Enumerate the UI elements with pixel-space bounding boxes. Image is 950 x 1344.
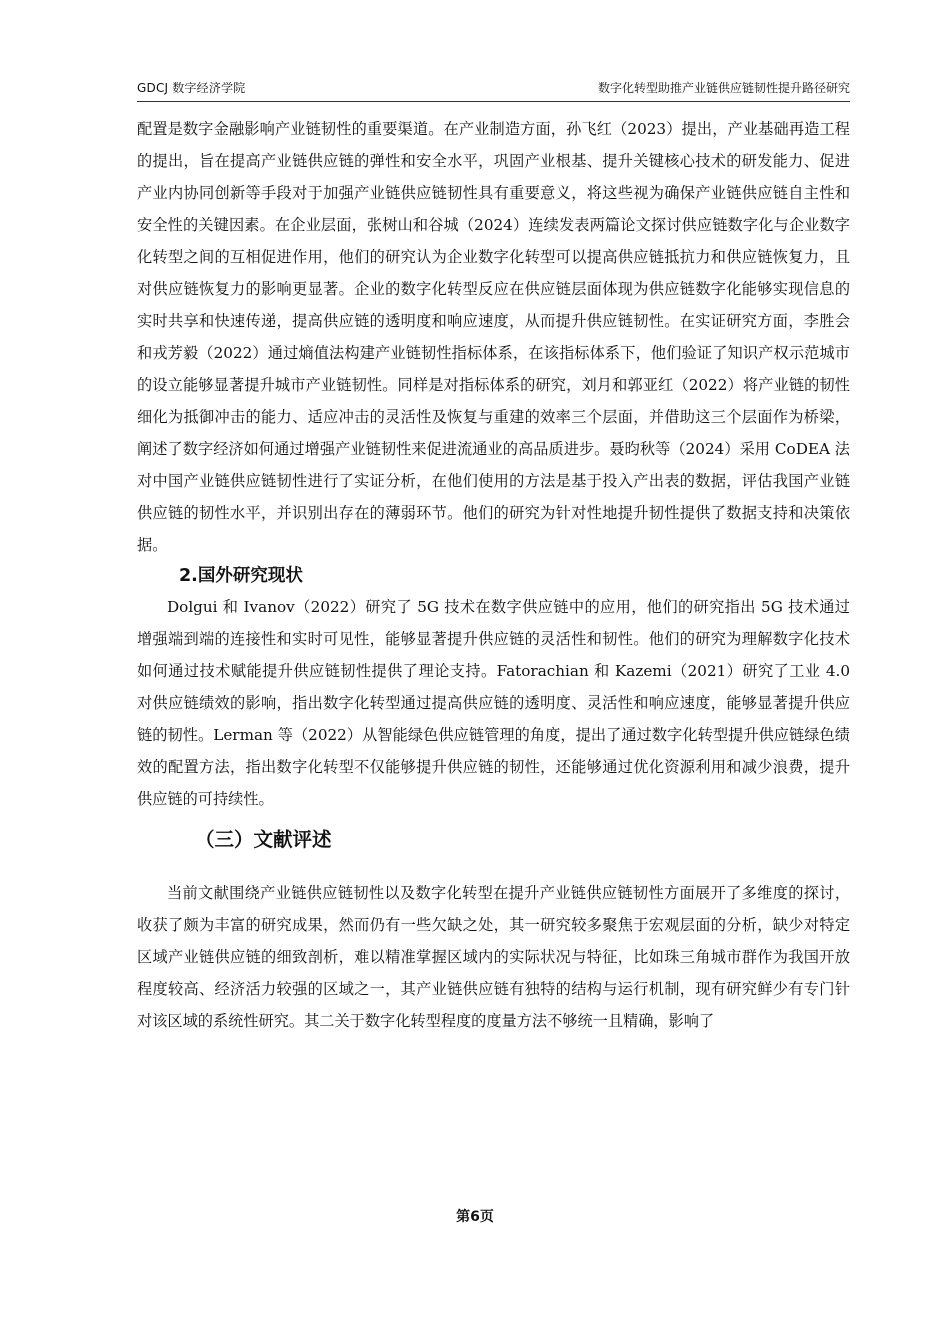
page-number: 第6页 xyxy=(456,1209,494,1225)
section-heading-foreign-research: 2.国外研究现状 xyxy=(179,566,303,586)
paragraph-foreign-research: Dolgui 和 Ivanov（2022）研究了 5G 技术在数字供应链中的应用，他们的研究指出 5G 技术通过增强端到端的连接性和实时可见性，能够显著提升供应链的灵活性和韧性。他们的研究为理解数字化技术如何通过技术赋能提升供应链韧性提供了理论支持。Fatorachian 和 Kazemi（2021）研究了工业 4.0 对供应链绩效的影响，指出数字化转型通过提高供应链的透明度、灵活性和响应速度，能够显著提升供应链的韧性。Lerman 等（2022）从智能绿色供应链管理的角度，提出了通过数字化转型提升供应链绿色绩效的配置方法，指出数字化转型不仅能够提升供应链的韧性，还能够通过优化资源利用和减少浪费，提升供应链的可持续性。 xyxy=(137,598,850,808)
header-divider xyxy=(137,101,850,102)
main-content xyxy=(137,113,850,1037)
header-institution: GDCJ 数字经济学院 xyxy=(137,81,246,95)
header-paper-title: 数字化转型助推产业链供应链韧性提升路径研究 xyxy=(597,81,850,95)
section-heading-literature-review: （三）文献评述 xyxy=(195,828,332,851)
paragraph-domestic-research: 配置是数字金融影响产业链韧性的重要渠道。在产业制造方面，孙飞红（2023）提出，产业基础再造工程的提出，旨在提高产业链供应链的弹性和安全水平，巩固产业根基、提升关键核心技术的研发能力、促进产业内协同创新等手段对于加强产业链供应链韧性具有重要意义，将这些视为确保产业链供应链自主性和安全性的关键因素。在企业层面，张树山和谷城（2024）连续发表两篇论文探讨供应链数字化与企业数字化转型之间的互相促进作用，他们的研究认为企业数字化转型可以提高供应链抵抗力和供应链恢复力，且对供应链恢复力的影响更显著。企业的数字化转型反应在供应链层面体现为供应链数字化能够实现信息的实时共享和快速传递，提高供应链的透明度和响应速度，从而提升供应链韧性。在实证研究方面，李胜会和戎芳毅（2022）通过熵值法构建产业链韧性指标体系，在该指标体系下，他们验证了知识产权示范城市的设立能够显著提升城市产业链韧性。同样是对指标体系的研究，刘月和郭亚红（2022）将产业链的韧性细化为抵御冲击的能力、适应冲击的灵活性及恢复与重建的效率三个层面，并借助这三个层面作为桥梁，阐述了数字经济如何通过增强产业链韧性来促进流通业的高品质进步。聂昀秋等（2024）采用 CoDEA 法对中国产业链供应链韧性进行了实证分析，在他们使用的方法是基于投入产出表的数据，评估我国产业链供应链的韧性水平，并识别出存在的薄弱环节。他们的研究为针对性地提升韧性提供了数据支持和决策依据。 xyxy=(137,120,850,554)
paragraph-literature-review: 当前文献围绕产业链供应链韧性以及数字化转型在提升产业链供应链韧性方面展开了多维度的探讨，收获了颇为丰富的研究成果，然而仍有一些欠缺之处，其一研究较多聚焦于宏观层面的分析，缺少对特定区域产业链供应链的细致剖析，难以精准掌握区域内的实际状况与特征，比如珠三角城市群作为我国开放程度较高、经济活力较强的区域之一，其产业链供应链有独特的结构与运行机制，现有研究鲜少有专门针对该区域的系统性研究。其二关于数字化转型程度的度量方法不够统一且精确，影响了 xyxy=(137,884,850,1030)
